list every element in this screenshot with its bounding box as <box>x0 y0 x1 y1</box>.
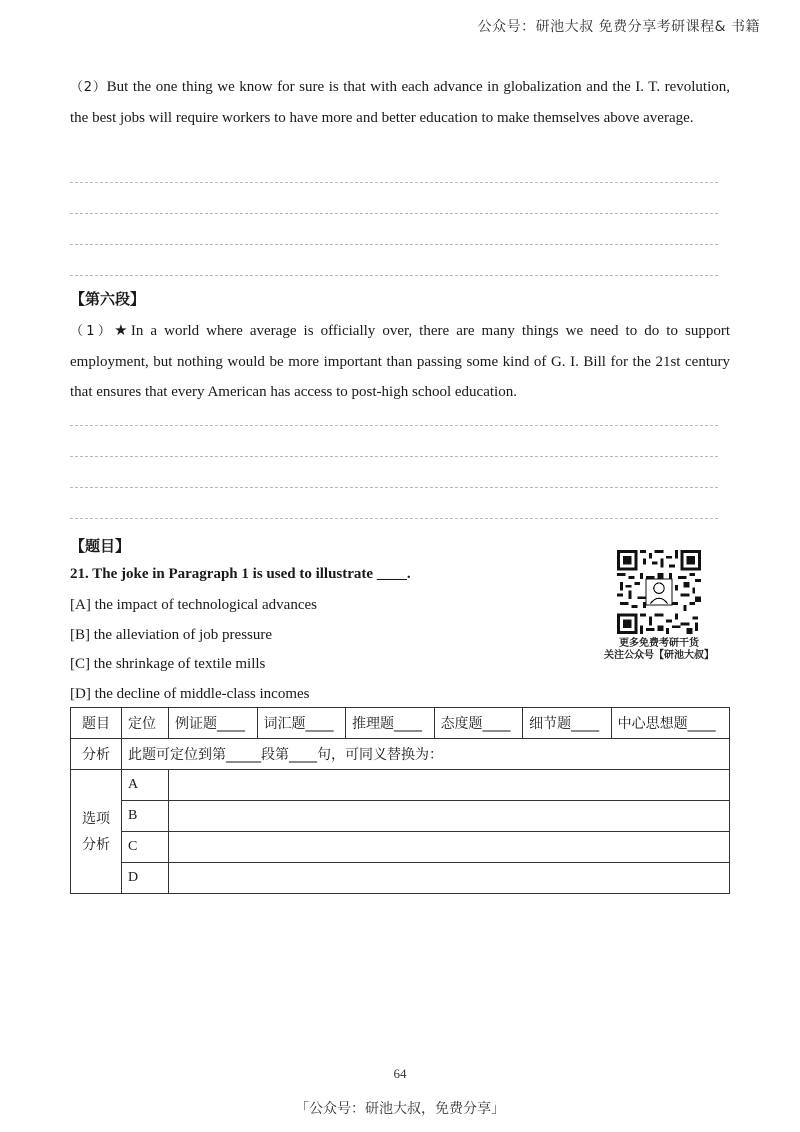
answer-line <box>70 487 718 488</box>
table-row <box>71 801 730 832</box>
qr-block <box>604 550 714 662</box>
header-note: 公众号：研池大叔 免费分享考研课程& 书籍 <box>477 19 760 35</box>
table-row <box>71 770 730 801</box>
table-row <box>71 708 730 739</box>
answer-line <box>70 182 718 183</box>
type-main-idea[interactable]: 中心思想题____ <box>617 716 716 732</box>
option-b: [B] the alleviation of job pressure <box>70 626 273 643</box>
answer-line <box>70 518 718 519</box>
sentence-text: ★In a world where average is officially over, there are many things we need to do to support employment, but nothing would be more important than passing some kind of G. I. Bill for the 21st century that ensures that every American has access to post-high school education. <box>70 323 730 400</box>
questions-title: 【题目】 <box>70 537 131 555</box>
answer-line <box>70 213 718 214</box>
option-b-analysis-field[interactable] <box>169 801 730 832</box>
sentence-number: （2） <box>70 80 107 95</box>
option-d: [D] the decline of middle-class incomes <box>70 685 310 702</box>
option-letter-d: D <box>122 863 169 894</box>
question-options <box>70 591 317 709</box>
answer-line <box>70 275 718 276</box>
option-a-analysis-field[interactable] <box>169 770 730 801</box>
table-cell-locate: 定位 <box>122 708 169 739</box>
option-analysis-label-line2: 分析 <box>82 836 110 853</box>
section-6-title: 【第六段】 <box>70 290 146 308</box>
option-c-analysis-field[interactable] <box>169 832 730 863</box>
answer-lines-6-1 <box>70 425 718 549</box>
paragraph-5-2 <box>70 72 730 133</box>
type-attitude[interactable]: 态度题____ <box>434 708 523 738</box>
table-row <box>71 739 730 770</box>
table-row <box>71 832 730 863</box>
table-label-analysis: 分析 <box>71 739 122 770</box>
type-vocabulary[interactable]: 词汇题____ <box>257 708 346 738</box>
answer-line <box>70 425 718 426</box>
locate-instruction[interactable]: 此题可定位到第_____段第____句，可同义替换为： <box>122 739 730 770</box>
type-detail[interactable]: 细节题____ <box>523 708 612 738</box>
qr-code-icon <box>617 550 701 634</box>
answer-lines-5-2 <box>70 182 718 306</box>
qr-caption-line2: 关注公众号【研池大叔】 <box>604 650 714 661</box>
option-c: [C] the shrinkage of textile mills <box>70 656 266 672</box>
table-label-question: 题目 <box>71 708 122 739</box>
question-title: 21. The joke in Paragraph 1 is used to illustrate ____. <box>70 566 411 582</box>
option-letter-c: C <box>122 832 169 863</box>
answer-line <box>70 244 718 245</box>
paragraph-6-1 <box>70 316 730 407</box>
option-letter-a: A <box>122 770 169 801</box>
table-label-option-analysis <box>71 770 122 894</box>
qr-caption-line1: 更多免费考研干货 <box>619 638 699 649</box>
option-letter-b: B <box>122 801 169 832</box>
answer-line <box>70 456 718 457</box>
analysis-table <box>70 707 730 894</box>
page-number: 64 <box>393 1066 407 1081</box>
table-row <box>71 863 730 894</box>
option-a: [A] the impact of technological advances <box>70 597 317 613</box>
type-example[interactable]: 例证题____ <box>169 708 257 738</box>
sentence-text: But the one thing we know for sure is that with each advance in globalization and the I. T. revolution, the best jobs will require workers to have more and better education to make themselves above average. <box>70 79 731 126</box>
question-type-cells <box>169 708 730 739</box>
option-d-analysis-field[interactable] <box>169 863 730 894</box>
option-analysis-label-line1: 选项 <box>82 810 110 827</box>
sentence-number: （1） <box>70 324 115 339</box>
footer-note: 「公众号：研池大叔，免费分享」 <box>295 1101 505 1117</box>
type-inference[interactable]: 推理题____ <box>346 708 435 738</box>
